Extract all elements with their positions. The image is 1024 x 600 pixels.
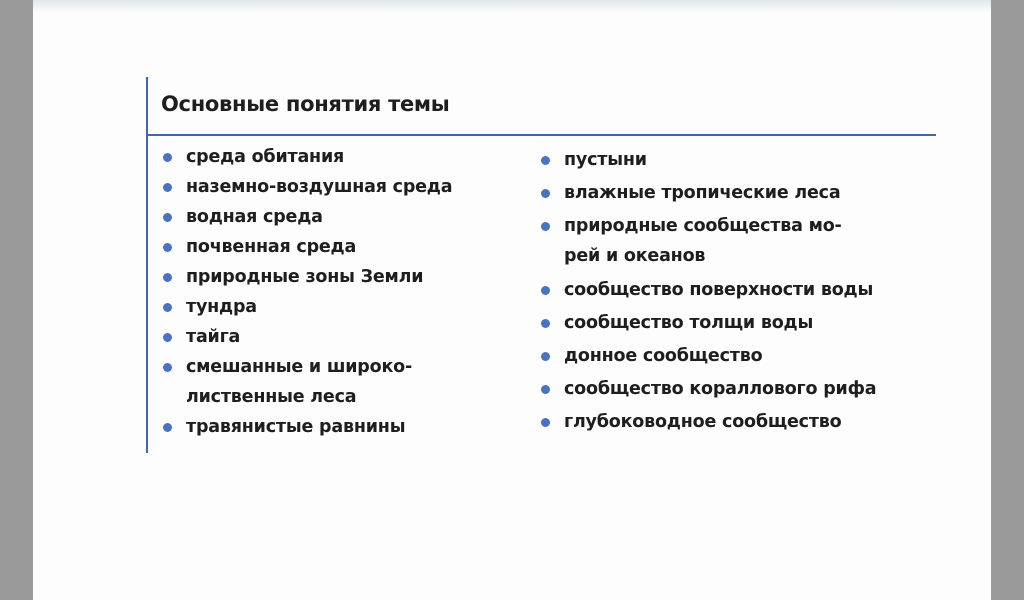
bullet-dot-icon	[163, 183, 172, 192]
term-item	[541, 274, 941, 307]
term-text: среда обитания	[186, 147, 345, 167]
terms-list-right	[541, 144, 941, 439]
section-title: Основные понятия темы	[161, 92, 450, 116]
term-item	[163, 172, 523, 202]
bullet-dot-icon	[541, 189, 550, 198]
bullet-dot-icon	[541, 352, 550, 361]
bullet-dot-icon	[541, 418, 550, 427]
term-item	[541, 307, 941, 340]
term-text: наземно-воздушная среда	[186, 177, 453, 197]
term-text: рей и океанов	[564, 246, 706, 266]
bullet-dot-icon	[163, 303, 172, 312]
term-text: глубоководное сообщество	[564, 412, 842, 432]
term-text: лиственные леса	[186, 387, 357, 407]
term-item	[163, 142, 523, 172]
bullet-dot-icon	[541, 385, 550, 394]
term-text: пустыни	[564, 150, 647, 170]
bullet-dot-icon	[163, 213, 172, 222]
term-text: донное сообщество	[564, 346, 763, 366]
term-text: сообщество кораллового рифа	[564, 379, 877, 399]
term-item	[541, 211, 941, 271]
bullet-dot-icon	[163, 423, 172, 432]
bullet-dot-icon	[163, 363, 172, 372]
term-text: тундра	[186, 297, 257, 317]
term-text: травянистые равнины	[186, 417, 406, 437]
term-text: водная среда	[186, 207, 323, 227]
term-item	[163, 352, 523, 412]
term-text: сообщество толщи воды	[564, 313, 814, 333]
bullet-dot-icon	[163, 273, 172, 282]
term-text: сообщество поверхности воды	[564, 280, 874, 300]
term-item	[541, 406, 941, 439]
term-item	[163, 412, 523, 442]
term-item	[163, 232, 523, 262]
bullet-dot-icon	[541, 156, 550, 165]
bullet-dot-icon	[541, 222, 550, 231]
bullet-dot-icon	[163, 333, 172, 342]
term-text: тайга	[186, 327, 241, 347]
term-item	[163, 262, 523, 292]
term-item	[541, 177, 941, 210]
term-text: природные сообщества мо-	[564, 216, 842, 236]
term-item	[541, 144, 941, 177]
page-top-shadow	[33, 0, 991, 12]
title-underline-rule	[146, 134, 936, 136]
terms-list-left	[163, 142, 523, 442]
term-item	[163, 202, 523, 232]
bullet-dot-icon	[541, 286, 550, 295]
term-item	[163, 292, 523, 322]
document-page	[33, 0, 991, 600]
term-item	[163, 322, 523, 352]
bullet-dot-icon	[541, 319, 550, 328]
bullet-dot-icon	[163, 153, 172, 162]
term-text: влажные тропические леса	[564, 183, 841, 203]
term-item	[541, 340, 941, 373]
term-text: смешанные и широко-	[186, 357, 413, 377]
term-item	[541, 373, 941, 406]
bullet-dot-icon	[163, 243, 172, 252]
term-text: почвенная среда	[186, 237, 357, 257]
term-text: природные зоны Земли	[186, 267, 424, 287]
